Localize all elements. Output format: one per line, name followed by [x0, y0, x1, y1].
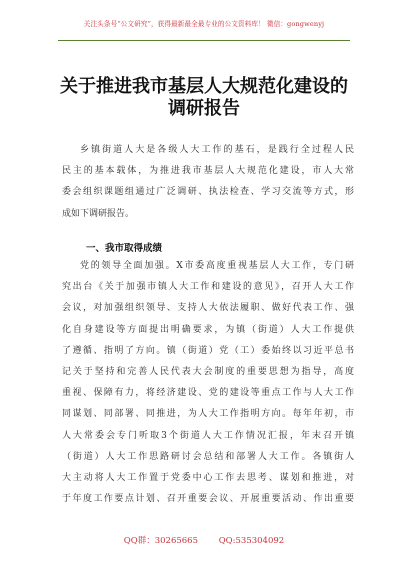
body-line: （街道）人大工作思路研讨会总结和部署人大工作。各镇街人 [62, 451, 354, 462]
title-line-1: 关于推进我市基层人大规范化建设的 [60, 76, 348, 97]
intro-line: 乡镇街道人大是各级人大工作的基石，是践行全过程人民 [80, 145, 354, 155]
intro-line: 成如下调研报告。 [62, 208, 135, 219]
title-line-2: 调研报告 [168, 98, 240, 119]
header-divider [58, 40, 350, 41]
body-line: 党的领导全面加强。X市委高度重视基层人大工作，专门研 [80, 261, 354, 271]
body-line: 会议，对加强组织领导、支持人大依法履职、做好代表工作、强 [62, 303, 354, 314]
body-line: 同谋划、同部署、同推进，为人大工作指明方向。每年年初，市 [62, 409, 354, 420]
body-line: 化自身建设等方面提出明确要求，为镇（街道）人大工作提供 [62, 324, 354, 335]
footer-qq: QQ:535304092 [218, 536, 285, 546]
document-title [40, 76, 368, 120]
body-line: 究出台《关于加强市镇人大工作和建设的意见》，召开人大工作 [62, 282, 354, 293]
section-1-paragraph [62, 256, 354, 510]
body-line: 大主动将人大工作置于党委中心工作去思考、谋划和推进，对 [62, 473, 354, 484]
section-heading: 一、我市取得成绩 [86, 243, 163, 254]
body-line: 于年度工作要点计划、召开重要会议、开展重要活动、作出重要 [62, 494, 354, 505]
body-line: 人大常委会专门听取3个街道人大工作情况汇报，年末召开镇 [62, 430, 354, 441]
body-line: 记关于坚持和完善人民代表大会制度的重要思想为指导，高度 [62, 367, 354, 378]
intro-line: 委会组织课题组通过广泛调研、执法检查、学习交流等方式，形 [62, 187, 354, 198]
header-banner: 关注头条号“公文研究”，获得最新最全最专业的公文资料库！ 微信：gongwenyj [83, 20, 325, 28]
intro-line: 民主的基本载体，为推进我市基层人大规范化建设，市人大常 [62, 166, 354, 177]
footer-qq-group: QQ群：30265665 [123, 536, 198, 546]
body-line: 重视、保障有力，将经济建设、党的建设等重点工作与人大工作 [62, 388, 354, 399]
footer-contact [40, 534, 368, 546]
intro-paragraph [62, 140, 354, 225]
body-line: 了遵循、指明了方向。镇（街道）党（工）委始终以习近平总书 [62, 345, 354, 356]
